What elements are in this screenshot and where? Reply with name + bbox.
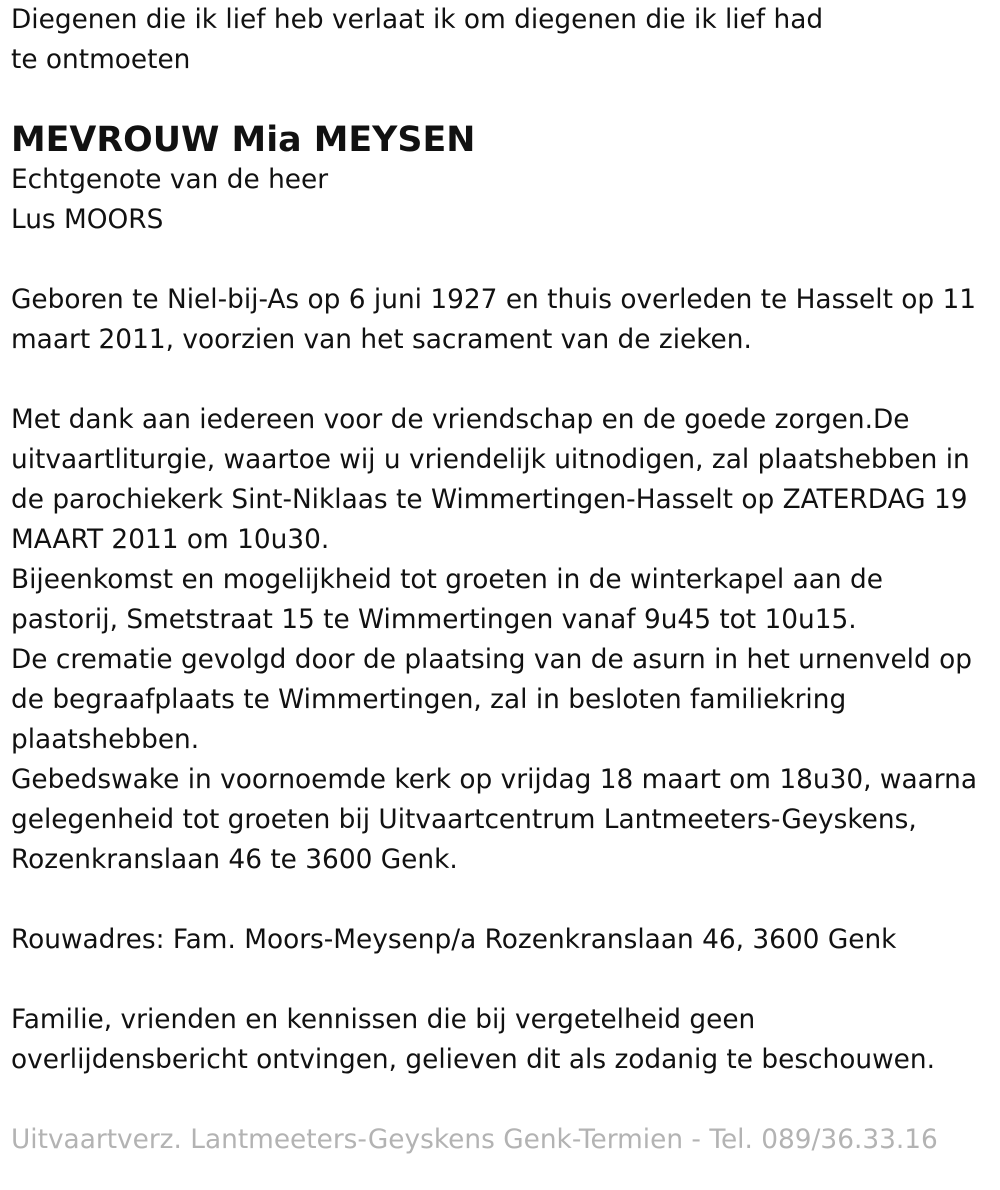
mourning-address: Rouwadres: Fam. Moors-Meysenp/a Rozenkranslaan 46, 3600 Genk — [11, 925, 897, 955]
spacer — [11, 360, 991, 400]
paragraph-line: Bijeenkomst en mogelijkheid tot groeten in de winterkapel aan de — [11, 565, 883, 595]
paragraph-line: Gebedswake in voornoemde kerk op vrijdag 18 maart om 18u30, waarna — [11, 765, 978, 795]
paragraph-line: plaatshebben. — [11, 725, 200, 755]
motto-line: Diegenen die ik lief heb verlaat ik om diegenen die ik lief had — [11, 5, 824, 35]
birth-death-paragraph — [11, 280, 991, 360]
paragraph-line: Met dank aan iedereen voor de vriendschap en de goede zorgen.De — [11, 405, 910, 435]
deceased-name: MEVROUW Mia MEYSEN — [11, 120, 476, 160]
spouse-line: Lus MOORS — [11, 205, 164, 235]
spacer — [11, 1080, 991, 1120]
spouse-line: Echtgenote van de heer — [11, 165, 329, 195]
spacer — [11, 240, 991, 280]
paragraph-line: Familie, vrienden en kennissen die bij vergetelheid geen — [11, 1005, 756, 1035]
paragraph-line: uitvaartliturgie, waartoe wij u vriendelijk uitnodigen, zal plaatshebben in — [11, 445, 970, 475]
paragraph-line: MAART 2011 om 10u30. — [11, 525, 330, 555]
paragraph-line: Rozenkranslaan 46 te 3600 Genk. — [11, 845, 458, 875]
ceremony-paragraph — [11, 400, 991, 880]
paragraph-line: overlijdensbericht ontvingen, gelieven dit als zodanig te beschouwen. — [11, 1045, 935, 1075]
paragraph-line: pastorij, Smetstraat 15 te Wimmertingen vanaf 9u45 tot 10u15. — [11, 605, 857, 635]
deceased-block — [11, 120, 991, 240]
address-paragraph — [11, 920, 991, 960]
paragraph-line: de begraafplaats te Wimmertingen, zal in besloten familiekring — [11, 685, 847, 715]
spacer — [11, 960, 991, 1000]
paragraph-line: de parochiekerk Sint-Niklaas te Wimmertingen-Hasselt op ZATERDAG 19 — [11, 485, 968, 515]
spacer — [11, 80, 991, 120]
obituary-document — [11, 0, 991, 1160]
motto — [11, 0, 991, 80]
funeral-home-footer: Uitvaartverz. Lantmeeters-Geyskens Genk-Termien - Tel. 089/36.33.16 — [11, 1125, 938, 1155]
motto-line: te ontmoeten — [11, 45, 191, 75]
paragraph-line: Geboren te Niel-bij-As op 6 juni 1927 en thuis overleden te Hasselt op 11 — [11, 285, 977, 315]
paragraph-line: De crematie gevolgd door de plaatsing van de asurn in het urnenveld op — [11, 645, 972, 675]
spacer — [11, 880, 991, 920]
paragraph-line: maart 2011, voorzien van het sacrament van de zieken. — [11, 325, 752, 355]
notice-paragraph — [11, 1000, 991, 1080]
paragraph-line: gelegenheid tot groeten bij Uitvaartcentrum Lantmeeters-Geyskens, — [11, 805, 917, 835]
